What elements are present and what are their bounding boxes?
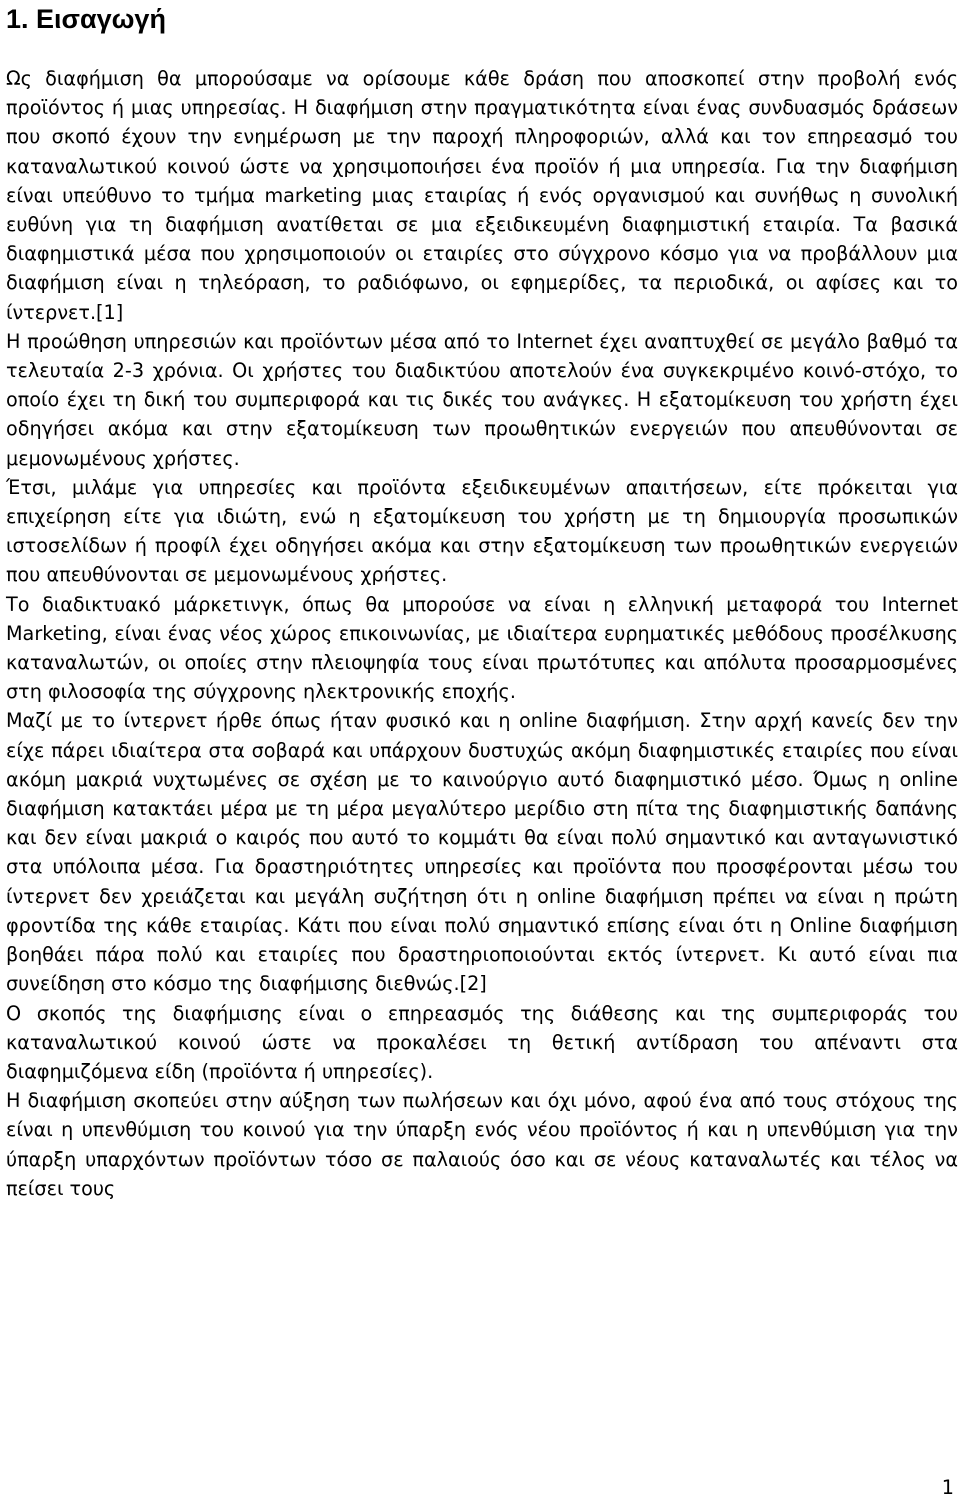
paragraph: Ως διαφήμιση θα μπορούσαμε να ορίσουμε κάθε δράση που αποσκοπεί στην προβολή ενός προϊόντος ή μιας υπηρεσίας. Η διαφήμιση στην πραγματικότητα είναι ένας συνδυασμός δράσεων που σκοπό έχουν την ενημέρωση με την παροχή πληροφοριών, αλλά και τον επηρεασμό του καταναλωτικού κοινού ώστε να χρησιμοποιήσει ένα προϊόν ή μια υπηρεσία. Για την διαφήμιση είναι υπεύθυνο το τμήμα marketing μιας εταιρίας ή ενός οργανισμού και συνήθως η συνολική ευθύνη για τη διαφήμιση ανατίθεται σε μια εξειδικευμένη διαφημιστική εταιρία. Τα βασικά διαφημιστικά μέσα που χρησιμοποιούν οι εταιρίες στο σύγχρονο κόσμο για να προβάλλουν μια διαφήμιση είναι η τηλεόραση, το ραδιόφωνο, οι εφημερίδες, τα περιοδικά, οι αφίσες και το ίντερνετ.[1] (6, 67, 958, 324)
paragraph: Το διαδικτυακό μάρκετινγκ, όπως θα μπορούσε να είναι η ελληνική μεταφορά του Internet Marketing, είναι ένας νέος χώρος επικοινωνίας, με ιδιαίτερα ευρηματικές μεθόδους προσέλκυσης καταναλωτών, οι οποίες στην πλειοψηφία τους είναι πρωτότυπες και απόλυτα προσαρμοσμένες στη φιλοσοφία της σύγχρονης ηλεκτρονικής εποχής. (6, 592, 958, 704)
paragraph: Η προώθηση υπηρεσιών και προϊόντων μέσα από το Internet έχει αναπτυχθεί σε μεγάλο βαθμό τα τελευταία 2-3 χρόνια. Οι χρήστες του διαδικτύου αποτελούν ένα συγκεκριμένο κοινό-στόχο, το οποίο έχει τη δική του συμπεριφορά και τις δικές του ανάγκες. Η εξατομίκευση του χρήστη έχει οδηγήσει ακόμα και στην εξατομίκευση των προωθητικών ενεργειών που απευθύνονται σε μεμονωμένους χρήστες. (6, 329, 958, 470)
paragraph: Ο σκοπός της διαφήμισης είναι ο επηρεασμός της διάθεσης και της συμπεριφοράς του καταναλωτικού κοινού ώστε να προκαλέσει τη θετική αντίδραση του απέναντι στα διαφημιζόμενα είδη (προϊόντα ή υπηρεσίες). (6, 1001, 958, 1083)
page-number: 1 (941, 1476, 954, 1499)
section-heading: 1. Εισαγωγή (6, 4, 166, 34)
body-text (6, 64, 958, 1203)
paragraph: Έτσι, μιλάμε για υπηρεσίες και προϊόντα εξειδικευμένων απαιτήσεων, είτε πρόκειται για επιχείρηση είτε για ιδιώτη, ενώ η εξατομίκευση του χρήστη με τη δημιουργία προσωπικών ιστοσελίδων ή προφίλ έχει οδηγήσει ακόμα και στην εξατομίκευση των προωθητικών ενεργειών που απευθύνονται σε μεμονωμένους χρήστες. (6, 475, 958, 587)
paragraph: Η διαφήμιση σκοπεύει στην αύξηση των πωλήσεων και όχι μόνο, αφού ένα από τους στόχους της είναι η υπενθύμιση του κοινού για την ύπαρξη ενός νέου προϊόντος ή και η υπενθύμιση για την ύπαρξη υπαρχόντων προϊόντων τόσο σε παλαιούς όσο και σε νέους καταναλωτές και τέλος να πείσει τους (6, 1089, 958, 1200)
paragraph: Μαζί με το ίντερνετ ήρθε όπως ήταν φυσικό και η online διαφήμιση. Στην αρχή κανείς δεν την είχε πάρει ιδιαίτερα στα σοβαρά και υπάρχουν δυστυχώς ακόμη διαφημιστικές εταιρίες που είναι ακόμη μακριά νυχτωμένες σε σχέση με το καινούργιο αυτό διαφημιστικό μέσο. Όμως η online διαφήμιση κατακτάει μέρα με τη μέρα μεγαλύτερο μερίδιο στη πίτα της διαφημιστικής δαπάνης και δεν είναι μακριά ο καιρός που αυτό το κομμάτι θα είναι πολύ σημαντικό και ανταγωνιστικό στα υπόλοιπα μέσα. Για δραστηριότητες υπηρεσίες και προϊόντα που προσφέρονται μέσω του ίντερνετ δεν χρειάζεται και μεγάλη συζήτηση ότι η online διαφήμιση πρέπει να είναι η πρώτη φροντίδα της κάθε εταιρίας. Κάτι που είναι πολύ σημαντικό επίσης είναι ότι η Online διαφήμιση βοηθάει πάρα πολύ και εταιρίες που δραστηριοποιούνται εκτός ίντερνετ. Κι αυτό είναι πια συνείδηση στο κόσμο της διαφήμισης διεθνώς.[2] (6, 709, 958, 996)
